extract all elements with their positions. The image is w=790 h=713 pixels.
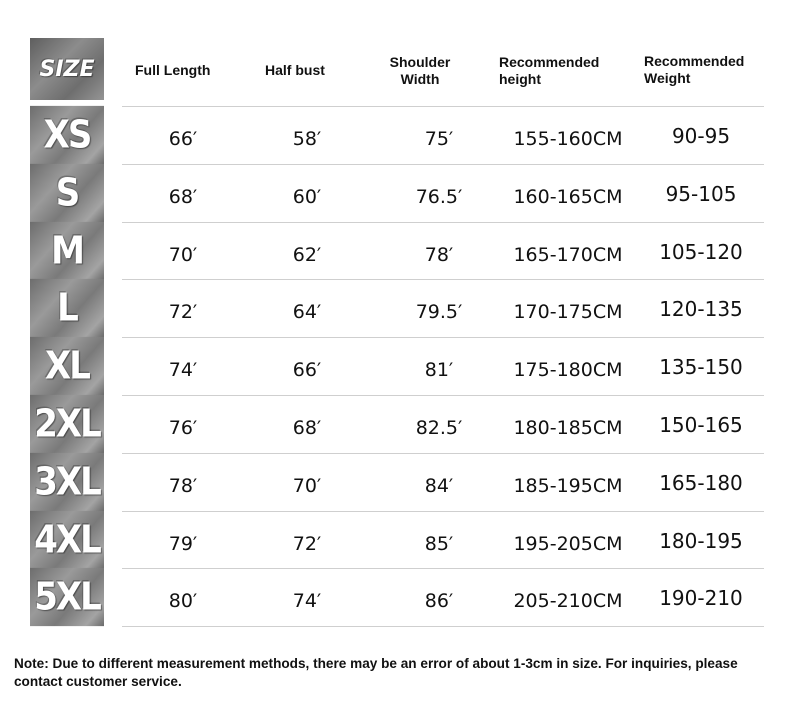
size-badge: S [30,164,104,222]
table-cell-height: 165-170CM [513,243,623,266]
table-cell-height: 160-165CM [513,185,623,208]
table-cell-height: 205-210CM [513,590,623,613]
column-header [389,54,451,88]
table-cell-full-length: 68′ [168,185,198,208]
column-header-line: Recommended [644,53,745,69]
column-header-line: Recommended [499,54,600,70]
row-divider [122,511,764,512]
table-cell-shoulder: 85′ [424,532,454,555]
table-cell-full-length: 79′ [168,532,198,555]
table-cell-full-length: 74′ [168,359,198,382]
table-cell-weight: 180-195 [659,528,743,553]
table-cell-weight: 190-210 [659,586,743,611]
table-cell-shoulder: 76.5′ [415,185,463,208]
table-cell-half-bust: 60′ [292,185,322,208]
table-cell-height: 195-205CM [513,532,623,555]
row-divider [122,164,764,165]
table-cell-half-bust: 70′ [292,474,322,497]
row-divider [122,626,764,627]
column-header-line: Half bust [265,62,325,78]
table-cell-half-bust: 72′ [292,532,322,555]
table-cell-weight: 120-135 [659,297,743,322]
table-cell-full-length: 80′ [168,590,198,613]
table-cell-full-length: 72′ [168,301,198,324]
column-header [265,62,325,79]
table-cell-height: 155-160CM [513,128,623,150]
size-badge: M [30,221,104,279]
table-cell-full-length: 66′ [168,128,198,150]
column-header [499,54,599,88]
table-cell-height: 175-180CM [513,359,623,382]
table-cell-full-length: 76′ [168,417,198,439]
column-header [644,53,744,87]
size-badge: XL [30,337,104,395]
size-badge: 5XL [30,568,104,626]
column-header-line: height [499,71,541,87]
row-divider [122,568,764,569]
table-cell-shoulder: 79.5′ [415,301,463,324]
size-badge: 3XL [30,453,104,511]
table-cell-weight: 135-150 [659,355,743,380]
table-cell-shoulder: 78′ [424,243,454,266]
size-header-label: SIZE [30,38,104,100]
measurement-note: Note: Due to different measurement methods, there may be an error of about 1-3cm in size. For inquiries, please contact customer service. [14,656,738,689]
column-header [135,62,210,79]
column-header-line: Shoulder [389,54,451,70]
table-cell-height: 170-175CM [513,301,623,324]
table-cell-weight: 90-95 [671,124,731,148]
table-cell-shoulder: 86′ [424,590,454,613]
table-cell-weight: 105-120 [659,239,743,264]
size-badge: XS [30,106,104,164]
table-cell-shoulder: 82.5′ [415,417,463,439]
row-divider [122,279,764,280]
size-badge: 2XL [30,395,104,453]
table-cell-height: 180-185CM [513,417,623,439]
table-cell-full-length: 70′ [168,243,198,266]
table-cell-half-bust: 62′ [292,243,322,266]
table-cell-half-bust: 74′ [292,590,322,613]
table-cell-weight: 150-165 [659,413,743,437]
table-cell-height: 185-195CM [513,474,623,497]
column-header-line: Weight [644,70,691,86]
table-cell-shoulder: 75′ [424,128,454,150]
column-header-line: Width [400,71,440,87]
table-cell-half-bust: 58′ [292,128,322,150]
table-cell-half-bust: 66′ [292,359,322,382]
table-cell-half-bust: 64′ [292,301,322,324]
table-cell-shoulder: 84′ [424,474,454,497]
row-divider [122,106,764,107]
row-divider [122,395,764,396]
size-badge: L [30,279,104,337]
row-divider [122,453,764,454]
column-header-line: Full Length [135,62,211,78]
row-divider [122,222,764,223]
table-cell-full-length: 78′ [168,474,198,497]
table-cell-half-bust: 68′ [292,417,322,439]
table-cell-shoulder: 81′ [424,359,454,382]
size-badge: 4XL [30,510,104,568]
row-divider [122,337,764,338]
table-cell-weight: 95-105 [665,181,737,206]
table-cell-weight: 165-180 [659,470,743,495]
